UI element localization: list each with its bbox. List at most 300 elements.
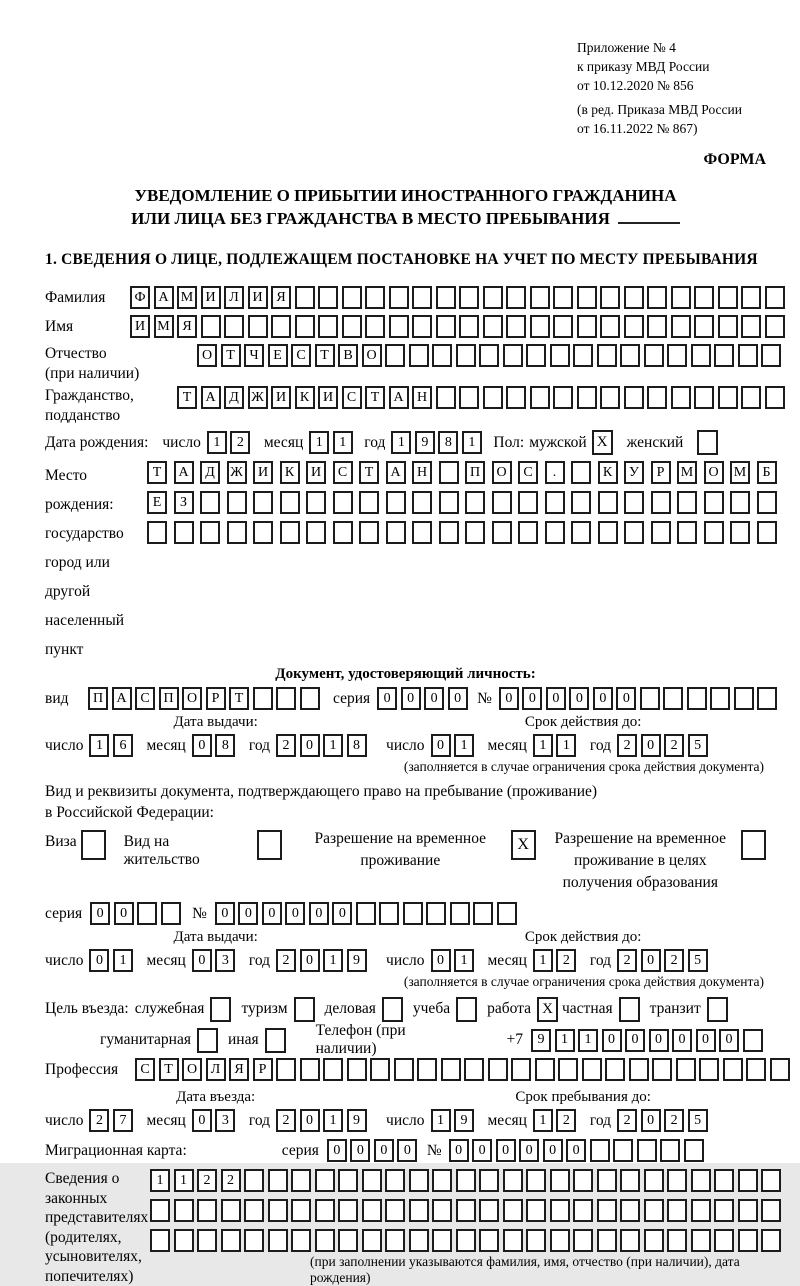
res-number-cell[interactable] [497,902,517,925]
representative-char-cell[interactable] [362,1169,382,1192]
res-valid-month-cell[interactable]: 1 [533,949,553,972]
given-name-char-cell[interactable] [694,315,714,338]
doc-kind-cell[interactable] [300,687,320,710]
patronymic-char-cell[interactable] [409,344,429,367]
representative-char-cell[interactable] [315,1169,335,1192]
birth-year-cell[interactable]: 1 [462,431,482,454]
surname-char-cell[interactable] [718,286,738,309]
profession-char-cell[interactable] [535,1058,555,1081]
patronymic-char-cell[interactable] [573,344,593,367]
representative-char-cell[interactable] [573,1169,593,1192]
representative-char-cell[interactable] [597,1229,617,1252]
surname-char-cell[interactable] [506,286,526,309]
patronymic-char-cell[interactable]: С [291,344,311,367]
given-name-char-cell[interactable] [483,315,503,338]
doc-number-cell[interactable] [734,687,754,710]
birthplace-char-cell[interactable] [439,461,459,484]
citizenship-char-cell[interactable] [459,386,479,409]
representative-char-cell[interactable] [714,1199,734,1222]
given-name-char-cell[interactable] [201,315,221,338]
profession-char-cell[interactable] [605,1058,625,1081]
res-number-cell[interactable]: 0 [285,902,305,925]
doc-series-cell[interactable]: 0 [448,687,468,710]
representative-char-cell[interactable] [315,1229,335,1252]
birthplace-char-cell[interactable] [306,521,326,544]
purpose-opt-business-checkbox[interactable] [210,997,231,1022]
profession-char-cell[interactable]: С [135,1058,155,1081]
representative-char-cell[interactable] [385,1169,405,1192]
birthplace-char-cell[interactable]: Р [651,461,671,484]
id-issue-day-cell[interactable]: 1 [89,734,109,757]
patronymic-char-cell[interactable] [597,344,617,367]
patronymic-char-cell[interactable] [503,344,523,367]
birthplace-char-cell[interactable]: К [280,461,300,484]
citizenship-char-cell[interactable]: Ж [248,386,268,409]
citizenship-char-cell[interactable] [718,386,738,409]
birthplace-char-cell[interactable] [704,521,724,544]
phone-digit-cell[interactable]: 1 [578,1029,598,1052]
surname-char-cell[interactable]: И [201,286,221,309]
surname-char-cell[interactable] [647,286,667,309]
given-name-char-cell[interactable] [530,315,550,338]
doc-number-cell[interactable]: 0 [499,687,519,710]
profession-char-cell[interactable]: Р [253,1058,273,1081]
representative-char-cell[interactable]: 2 [221,1169,241,1192]
given-name-char-cell[interactable]: Я [177,315,197,338]
profession-char-cell[interactable] [276,1058,296,1081]
doc-number-cell[interactable] [663,687,683,710]
representative-char-cell[interactable]: 1 [174,1169,194,1192]
representative-char-cell[interactable] [761,1229,781,1252]
surname-char-cell[interactable] [741,286,761,309]
birthplace-char-cell[interactable] [545,521,565,544]
birthplace-char-cell[interactable] [359,521,379,544]
id-issue-year-cell[interactable]: 1 [323,734,343,757]
phone-digit-cell[interactable]: 0 [672,1029,692,1052]
profession-char-cell[interactable] [300,1058,320,1081]
id-issue-month-cell[interactable]: 8 [215,734,235,757]
birthplace-char-cell[interactable] [147,521,167,544]
birthplace-char-cell[interactable]: С [518,461,538,484]
birthplace-char-cell[interactable] [439,521,459,544]
res-issue-day-cell[interactable]: 0 [89,949,109,972]
birthplace-char-cell[interactable] [227,491,247,514]
res-number-cell[interactable]: 0 [262,902,282,925]
representative-char-cell[interactable] [150,1229,170,1252]
profession-char-cell[interactable] [370,1058,390,1081]
birthplace-char-cell[interactable] [598,521,618,544]
migration-number-cell[interactable] [613,1139,633,1162]
birthplace-char-cell[interactable] [598,491,618,514]
representative-char-cell[interactable] [409,1199,429,1222]
birthplace-char-cell[interactable]: Б [757,461,777,484]
migration-number-cell[interactable]: 0 [566,1139,586,1162]
profession-char-cell[interactable] [323,1058,343,1081]
doc-series-cell[interactable]: 0 [424,687,444,710]
birthplace-char-cell[interactable] [412,491,432,514]
birthplace-char-cell[interactable]: О [492,461,512,484]
doc-number-cell[interactable]: 0 [546,687,566,710]
citizenship-char-cell[interactable] [694,386,714,409]
surname-char-cell[interactable] [483,286,503,309]
profession-char-cell[interactable]: Т [159,1058,179,1081]
birthplace-char-cell[interactable]: С [333,461,353,484]
birthplace-char-cell[interactable] [651,491,671,514]
representative-char-cell[interactable] [761,1169,781,1192]
representative-char-cell[interactable] [244,1229,264,1252]
birthplace-char-cell[interactable] [386,521,406,544]
representative-char-cell[interactable] [244,1199,264,1222]
citizenship-char-cell[interactable]: Т [365,386,385,409]
birthplace-char-cell[interactable] [306,491,326,514]
doc-number-cell[interactable] [640,687,660,710]
birthplace-char-cell[interactable] [518,521,538,544]
surname-char-cell[interactable]: Я [271,286,291,309]
patronymic-char-cell[interactable] [761,344,781,367]
profession-char-cell[interactable]: Я [229,1058,249,1081]
citizenship-char-cell[interactable]: Н [412,386,432,409]
birthplace-char-cell[interactable] [227,521,247,544]
surname-char-cell[interactable]: Ф [130,286,150,309]
res-series-cell[interactable]: 0 [114,902,134,925]
representative-char-cell[interactable] [174,1199,194,1222]
representative-char-cell[interactable] [338,1229,358,1252]
entry-year-cell[interactable]: 0 [300,1109,320,1132]
patronymic-char-cell[interactable] [432,344,452,367]
birthplace-char-cell[interactable]: Д [200,461,220,484]
patronymic-char-cell[interactable] [385,344,405,367]
representative-char-cell[interactable] [268,1229,288,1252]
citizenship-char-cell[interactable] [765,386,785,409]
migration-number-cell[interactable]: 0 [543,1139,563,1162]
representative-char-cell[interactable] [432,1199,452,1222]
doc-kind-cell[interactable]: А [112,687,132,710]
citizenship-char-cell[interactable] [671,386,691,409]
given-name-char-cell[interactable] [412,315,432,338]
representative-char-cell[interactable] [150,1199,170,1222]
purpose-opt-commercial-checkbox[interactable] [382,997,403,1022]
birthplace-char-cell[interactable] [200,521,220,544]
birthplace-char-cell[interactable] [253,521,273,544]
res-issue-year-cell[interactable]: 0 [300,949,320,972]
res-valid-year-cell[interactable]: 0 [641,949,661,972]
res-valid-day-cell[interactable]: 0 [431,949,451,972]
representative-char-cell[interactable] [197,1229,217,1252]
res-series-cell[interactable]: 0 [90,902,110,925]
birthplace-char-cell[interactable]: У [624,461,644,484]
representative-char-cell[interactable] [362,1229,382,1252]
surname-char-cell[interactable] [624,286,644,309]
representative-char-cell[interactable] [597,1199,617,1222]
doc-kind-cell[interactable]: П [159,687,179,710]
representative-char-cell[interactable] [738,1169,758,1192]
given-name-char-cell[interactable]: И [130,315,150,338]
patronymic-char-cell[interactable]: Е [268,344,288,367]
res-number-cell[interactable] [356,902,376,925]
birthplace-char-cell[interactable] [492,491,512,514]
res-number-cell[interactable]: 0 [215,902,235,925]
representative-char-cell[interactable] [268,1199,288,1222]
profession-char-cell[interactable]: Л [206,1058,226,1081]
doc-kind-cell[interactable]: Р [206,687,226,710]
surname-char-cell[interactable] [318,286,338,309]
birthplace-char-cell[interactable] [200,491,220,514]
profession-char-cell[interactable] [558,1058,578,1081]
birthplace-char-cell[interactable] [624,491,644,514]
birthplace-char-cell[interactable] [651,521,671,544]
stay-day-cell[interactable]: 1 [431,1109,451,1132]
given-name-char-cell[interactable] [624,315,644,338]
surname-char-cell[interactable] [295,286,315,309]
doc-series-cell[interactable]: 0 [377,687,397,710]
patronymic-char-cell[interactable]: В [338,344,358,367]
res-number-cell[interactable]: 0 [332,902,352,925]
surname-char-cell[interactable] [365,286,385,309]
birthplace-char-cell[interactable]: Ж [227,461,247,484]
citizenship-char-cell[interactable] [741,386,761,409]
patronymic-char-cell[interactable] [526,344,546,367]
birthplace-char-cell[interactable]: П [465,461,485,484]
doc-number-cell[interactable]: 0 [522,687,542,710]
id-valid-year-cell[interactable]: 2 [664,734,684,757]
phone-digit-cell[interactable] [743,1029,763,1052]
migration-number-cell[interactable]: 0 [472,1139,492,1162]
id-valid-day-cell[interactable]: 0 [431,734,451,757]
citizenship-char-cell[interactable]: А [201,386,221,409]
given-name-char-cell[interactable] [718,315,738,338]
purpose-opt-study-checkbox[interactable] [456,997,477,1022]
profession-char-cell[interactable] [464,1058,484,1081]
surname-char-cell[interactable] [530,286,550,309]
entry-year-cell[interactable]: 1 [323,1109,343,1132]
migration-series-cell[interactable]: 0 [397,1139,417,1162]
phone-digit-cell[interactable]: 0 [649,1029,669,1052]
doc-number-cell[interactable]: 0 [593,687,613,710]
doc-kind-cell[interactable] [253,687,273,710]
patronymic-char-cell[interactable] [620,344,640,367]
id-valid-year-cell[interactable]: 5 [688,734,708,757]
representative-char-cell[interactable] [432,1169,452,1192]
doc-kind-cell[interactable]: О [182,687,202,710]
birthplace-char-cell[interactable] [359,491,379,514]
surname-char-cell[interactable] [600,286,620,309]
birthplace-char-cell[interactable] [280,491,300,514]
representative-char-cell[interactable] [432,1229,452,1252]
stay-year-cell[interactable]: 2 [617,1109,637,1132]
profession-char-cell[interactable] [652,1058,672,1081]
patronymic-char-cell[interactable] [456,344,476,367]
stay-day-cell[interactable]: 9 [454,1109,474,1132]
surname-char-cell[interactable] [459,286,479,309]
representative-char-cell[interactable] [526,1229,546,1252]
stay-month-cell[interactable]: 1 [533,1109,553,1132]
id-issue-year-cell[interactable]: 8 [347,734,367,757]
migration-number-cell[interactable]: 0 [496,1139,516,1162]
res-number-cell[interactable] [379,902,399,925]
birthplace-char-cell[interactable] [571,521,591,544]
profession-char-cell[interactable] [699,1058,719,1081]
citizenship-char-cell[interactable]: А [389,386,409,409]
birthplace-char-cell[interactable] [757,491,777,514]
representative-char-cell[interactable] [221,1229,241,1252]
birthplace-char-cell[interactable] [571,461,591,484]
patronymic-char-cell[interactable]: Т [221,344,241,367]
phone-digit-cell[interactable]: 9 [531,1029,551,1052]
citizenship-char-cell[interactable] [577,386,597,409]
representative-char-cell[interactable] [550,1169,570,1192]
surname-char-cell[interactable] [671,286,691,309]
birth-year-cell[interactable]: 9 [415,431,435,454]
res-valid-year-cell[interactable]: 5 [688,949,708,972]
patronymic-char-cell[interactable] [550,344,570,367]
res-issue-month-cell[interactable]: 3 [215,949,235,972]
birthplace-char-cell[interactable]: К [598,461,618,484]
citizenship-char-cell[interactable]: И [318,386,338,409]
profession-char-cell[interactable] [629,1058,649,1081]
migration-number-cell[interactable] [590,1139,610,1162]
citizenship-char-cell[interactable] [436,386,456,409]
doc-number-cell[interactable] [710,687,730,710]
id-valid-month-cell[interactable]: 1 [533,734,553,757]
citizenship-char-cell[interactable] [483,386,503,409]
entry-day-cell[interactable]: 2 [89,1109,109,1132]
sex-male-checkbox[interactable]: X [592,430,613,455]
surname-char-cell[interactable]: А [154,286,174,309]
birthplace-char-cell[interactable] [704,491,724,514]
given-name-char-cell[interactable] [248,315,268,338]
given-name-char-cell[interactable] [647,315,667,338]
representative-char-cell[interactable] [362,1199,382,1222]
birthplace-char-cell[interactable] [677,491,697,514]
representative-char-cell[interactable] [479,1229,499,1252]
given-name-char-cell[interactable] [342,315,362,338]
surname-char-cell[interactable] [342,286,362,309]
birthplace-char-cell[interactable] [412,521,432,544]
representative-char-cell[interactable] [644,1199,664,1222]
citizenship-char-cell[interactable] [530,386,550,409]
doc-kind-cell[interactable] [276,687,296,710]
representative-char-cell[interactable] [738,1199,758,1222]
birth-year-cell[interactable]: 8 [438,431,458,454]
stay-year-cell[interactable]: 5 [688,1109,708,1132]
visa-checkbox[interactable] [81,830,106,860]
representative-char-cell[interactable] [620,1169,640,1192]
res-valid-year-cell[interactable]: 2 [664,949,684,972]
given-name-char-cell[interactable] [271,315,291,338]
res-valid-month-cell[interactable]: 2 [556,949,576,972]
doc-number-cell[interactable]: 0 [569,687,589,710]
representative-char-cell[interactable] [691,1199,711,1222]
given-name-char-cell[interactable] [741,315,761,338]
given-name-char-cell[interactable] [553,315,573,338]
entry-month-cell[interactable]: 0 [192,1109,212,1132]
birthplace-char-cell[interactable] [465,491,485,514]
birthplace-char-cell[interactable]: Т [359,461,379,484]
birthplace-char-cell[interactable] [571,491,591,514]
representative-char-cell[interactable] [550,1199,570,1222]
sex-female-checkbox[interactable] [697,430,718,455]
representative-char-cell[interactable] [667,1199,687,1222]
given-name-char-cell[interactable] [600,315,620,338]
id-issue-year-cell[interactable]: 2 [276,734,296,757]
representative-char-cell[interactable] [197,1199,217,1222]
doc-number-cell[interactable]: 0 [616,687,636,710]
representative-char-cell[interactable] [597,1169,617,1192]
given-name-char-cell[interactable] [506,315,526,338]
birth-month-cell[interactable]: 1 [309,431,329,454]
representative-char-cell[interactable] [338,1169,358,1192]
birthplace-char-cell[interactable]: М [677,461,697,484]
res-number-cell[interactable] [450,902,470,925]
res-valid-day-cell[interactable]: 1 [454,949,474,972]
representative-char-cell[interactable] [385,1199,405,1222]
birthplace-char-cell[interactable]: О [704,461,724,484]
birthplace-char-cell[interactable]: Н [412,461,432,484]
migration-number-cell[interactable]: 0 [519,1139,539,1162]
representative-char-cell[interactable] [620,1229,640,1252]
patronymic-char-cell[interactable]: Ч [244,344,264,367]
citizenship-char-cell[interactable]: Д [224,386,244,409]
representative-char-cell[interactable] [573,1229,593,1252]
representative-char-cell[interactable] [667,1169,687,1192]
doc-kind-cell[interactable]: С [135,687,155,710]
representative-char-cell[interactable] [691,1229,711,1252]
representative-char-cell[interactable] [244,1169,264,1192]
profession-char-cell[interactable] [746,1058,766,1081]
profession-char-cell[interactable] [394,1058,414,1081]
res-issue-day-cell[interactable]: 1 [113,949,133,972]
representative-char-cell[interactable] [291,1229,311,1252]
representative-char-cell[interactable] [456,1199,476,1222]
surname-char-cell[interactable] [765,286,785,309]
birthplace-char-cell[interactable]: Е [147,491,167,514]
patronymic-char-cell[interactable]: О [197,344,217,367]
surname-char-cell[interactable] [436,286,456,309]
birthplace-char-cell[interactable] [518,491,538,514]
given-name-char-cell[interactable] [389,315,409,338]
birthplace-char-cell[interactable] [439,491,459,514]
profession-char-cell[interactable] [441,1058,461,1081]
representative-char-cell[interactable] [526,1169,546,1192]
birthplace-char-cell[interactable] [677,521,697,544]
profession-char-cell[interactable] [488,1058,508,1081]
purpose-opt-work-checkbox[interactable]: X [537,997,558,1022]
given-name-char-cell[interactable] [365,315,385,338]
representative-char-cell[interactable] [479,1169,499,1192]
representative-char-cell[interactable] [291,1199,311,1222]
birthplace-char-cell[interactable] [333,491,353,514]
citizenship-char-cell[interactable] [506,386,526,409]
profession-char-cell[interactable] [417,1058,437,1081]
representative-char-cell[interactable] [268,1169,288,1192]
representative-char-cell[interactable] [503,1199,523,1222]
representative-char-cell[interactable] [738,1229,758,1252]
migration-number-cell[interactable]: 0 [449,1139,469,1162]
patronymic-char-cell[interactable] [691,344,711,367]
given-name-char-cell[interactable] [318,315,338,338]
birthplace-char-cell[interactable]: . [545,461,565,484]
representative-char-cell[interactable] [761,1199,781,1222]
purpose-opt-humanitarian-checkbox[interactable] [197,1028,218,1053]
profession-char-cell[interactable] [582,1058,602,1081]
birthplace-char-cell[interactable] [280,521,300,544]
birthplace-char-cell[interactable] [545,491,565,514]
patronymic-char-cell[interactable] [644,344,664,367]
profession-char-cell[interactable] [723,1058,743,1081]
birthplace-char-cell[interactable] [730,521,750,544]
id-valid-day-cell[interactable]: 1 [454,734,474,757]
temp-residence-checkbox[interactable]: X [511,830,536,860]
